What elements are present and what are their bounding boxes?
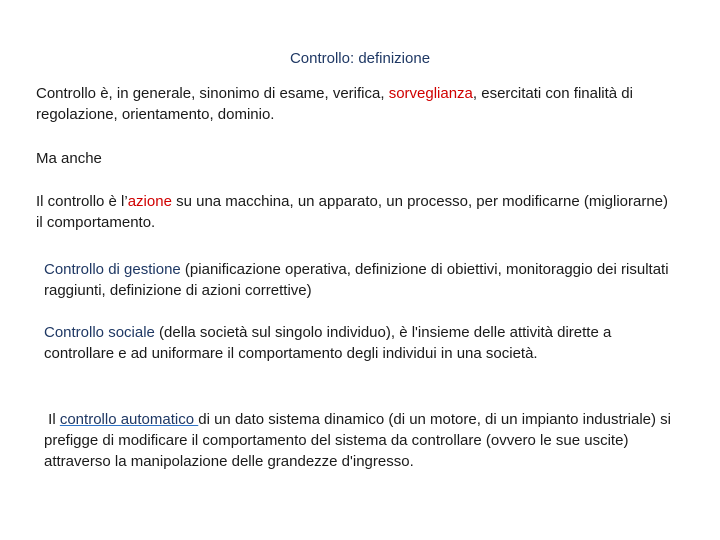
highlight-sorveglianza: sorveglianza [388, 85, 473, 102]
paragraph-ma-anche: Ma anche [36, 150, 102, 167]
paragraph-definition-text-end: , esercitati con finalità di regolazione, orientamento, dominio. [36, 85, 633, 123]
term-controllo-di-gestione: Controllo di gestione [44, 261, 181, 278]
paragraph-azione-text-start: Il controllo è l’ [36, 193, 128, 210]
paragraph-controllo-automatico-text-start: Il [44, 411, 60, 428]
term-controllo-sociale: Controllo sociale [44, 324, 155, 341]
paragraph-definition-text-start: Controllo è, in generale, sinonimo di esame, verifica, [36, 85, 389, 102]
highlight-azione: azione [127, 193, 172, 210]
paragraph-controllo-sociale [44, 322, 684, 364]
paragraph-azione-text-end: su una macchina, un apparato, un processo, per modificarne (migliorarne) il comportamento. [36, 193, 669, 231]
paragraph-controllo-automatico [44, 409, 684, 472]
paragraph-controllo-automatico-text-end: di un dato sistema dinamico (di un motore, di un impianto industriale) si prefigge di modificare il comportamento del sistema da controllare (ovvero le sue uscite) attraverso la manipolazione delle grandezze d'ingresso. [44, 411, 671, 470]
paragraph-controllo-gestione [44, 259, 684, 301]
term-controllo-automatico: controllo automatico [59, 411, 199, 428]
slide-title: Controllo: definizione [289, 50, 431, 67]
paragraph-azione [36, 191, 676, 233]
paragraph-controllo-gestione-text: (pianificazione operativa, definizione di obiettivi, monitoraggio dei risultati raggiunti, definizione di azioni correttive) [44, 261, 669, 299]
paragraph-controllo-sociale-text: (della società sul singolo individuo), è l'insieme delle attività dirette a controllare e ad uniformare il comportamento degli individui in una società. [44, 324, 612, 362]
paragraph-definition [36, 83, 676, 125]
